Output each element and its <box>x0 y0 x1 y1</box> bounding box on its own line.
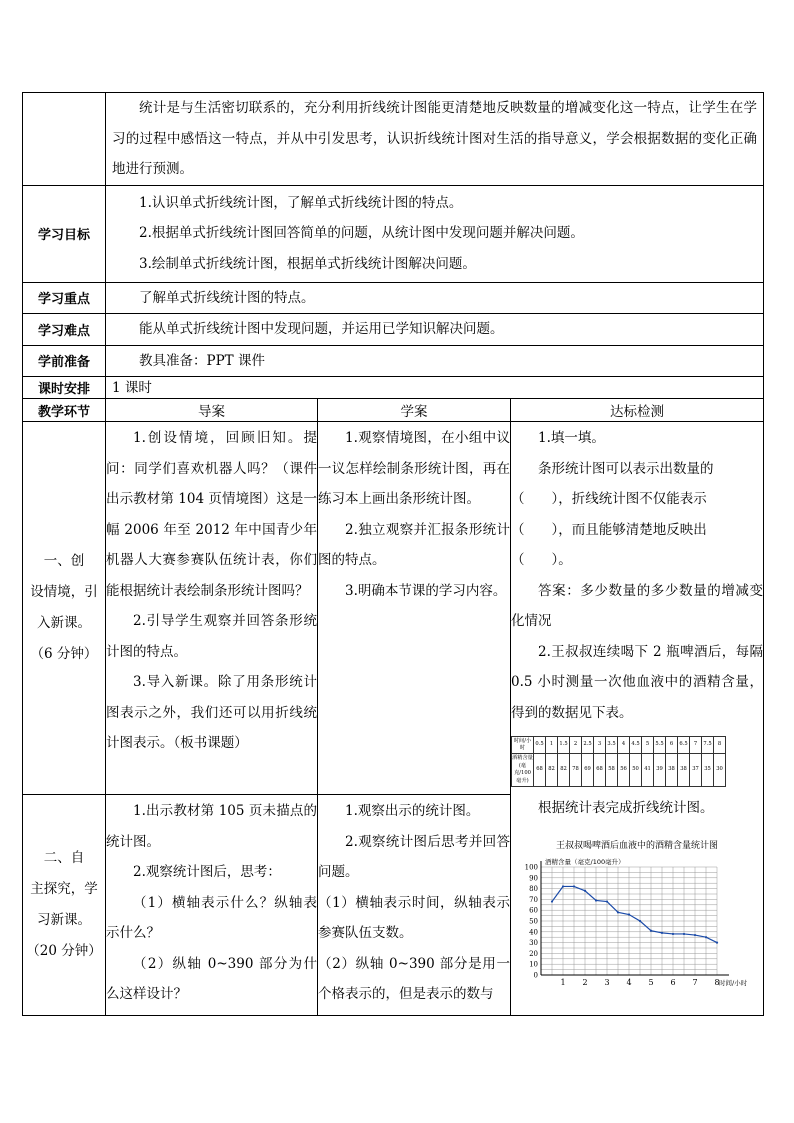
focus-label: 学习重点 <box>23 282 106 314</box>
table-cell-alcohol: 78 <box>570 754 582 787</box>
alcohol-line-chart <box>511 855 747 993</box>
step2-label <box>23 795 106 1016</box>
table-cell-time: 7.5 <box>702 737 714 754</box>
prep-text: 教具准备：PPT 课件 <box>139 352 265 369</box>
data-point <box>716 941 718 943</box>
x-tick-label: 6 <box>670 977 676 987</box>
table-cell-alcohol: 39 <box>654 754 666 787</box>
table-head-time: 时间/小时 <box>512 737 534 754</box>
table-cell-time: 4.5 <box>630 737 642 754</box>
goal-item: 2.根据单式折线统计图回答简单的问题，从统计图中发现问题并解决问题。 <box>139 225 584 242</box>
step2-label-line: 主探究，学 <box>30 881 98 897</box>
step2-label-line: 二、自 <box>43 850 85 866</box>
check-q1-line: （ ），折线统计图不仅能表示 <box>511 491 707 507</box>
data-point <box>562 885 564 887</box>
x-tick-label: 1 <box>560 977 566 987</box>
table-cell-alcohol: 58 <box>606 754 618 787</box>
table-cell-time: 6.5 <box>678 737 690 754</box>
y-axis-label: 酒精含量（毫克/100毫升） <box>545 857 625 866</box>
check-answer: 答案：多少数量的多少数量的增减变化情况 <box>511 582 764 629</box>
step1-label-line: 一、创 <box>43 553 85 569</box>
data-point <box>595 899 597 901</box>
check-q1-line: （ ）。 <box>511 552 572 568</box>
x-tick-label: 3 <box>604 977 610 987</box>
check-q2: 2.王叔叔连续喝下 2 瓶啤酒后，每隔 0.5 小时测量一次他血液中的酒精含量，得到的数据见下表。 <box>511 643 764 721</box>
intro-text: 统计是与生活密切联系的，充分利用折线统计图能更清楚地反映数量的增减变化这一特点，让学生在学习的过程中感悟这一特点，并从中引发思考，认识折线统计图对生活的指导意义，学会根据数据的变化正确地进行预测。 <box>112 100 758 177</box>
step2-study <box>318 795 511 1016</box>
y-tick-label: 100 <box>524 863 538 871</box>
data-point <box>672 932 674 934</box>
header-step: 教学环节 <box>23 399 106 422</box>
data-point <box>639 919 641 921</box>
intro-label-cell <box>23 93 106 186</box>
step2-label-line: 习新课。 <box>37 912 91 928</box>
table-cell-time: 4 <box>618 737 630 754</box>
table-cell-time: 2.5 <box>582 737 594 754</box>
study-paragraph: （2）纵轴 0~390 部分是用一个格表示的，但是表示的数与 <box>318 955 510 1002</box>
table-cell-time: 8 <box>714 737 726 754</box>
schedule-label: 课时安排 <box>23 377 106 399</box>
step1-label-line: （6 分钟） <box>30 646 98 662</box>
data-point <box>584 889 586 891</box>
y-tick-label: 40 <box>529 927 538 936</box>
table-cell-time: 1.5 <box>558 737 570 754</box>
x-tick-label: 7 <box>692 977 698 987</box>
study-paragraph: 2.独立观察并汇报条形统计图的特点。 <box>318 521 510 568</box>
check-after-table: 根据统计表完成折线统计图。 <box>538 800 714 816</box>
guide-paragraph: 3.导入新课。除了用条形统计图表示之外，我们还可以用折线统计图表示。（板书课题） <box>106 674 317 751</box>
table-cell-alcohol: 30 <box>714 754 726 787</box>
table-cell-alcohol: 38 <box>666 754 678 787</box>
data-point <box>683 932 685 934</box>
data-point <box>628 913 630 915</box>
check-q1: 1.填一填。 <box>538 430 605 446</box>
guide-paragraph: 1.出示教材第 105 页未描点的统计图。 <box>106 803 317 850</box>
header-check: 达标检测 <box>511 399 764 422</box>
y-tick-label: 20 <box>529 949 538 958</box>
y-tick-label: 70 <box>529 895 538 904</box>
difficulty-text: 能从单式折线统计图中发现问题，并运用已学知识解决问题。 <box>139 321 504 337</box>
table-cell-alcohol: 68 <box>534 754 546 787</box>
data-point <box>573 885 575 887</box>
data-point <box>650 929 652 931</box>
table-cell-time: 3.5 <box>606 737 618 754</box>
alcohol-data-table <box>511 736 726 787</box>
check-cell <box>511 422 764 1016</box>
step1-label-line: 设情境，引 <box>30 584 98 600</box>
table-cell-time: 7 <box>690 737 702 754</box>
table-cell-alcohol: 68 <box>594 754 606 787</box>
y-tick-label: 30 <box>529 938 538 947</box>
goals-label: 学习目标 <box>23 185 106 282</box>
y-tick-label: 0 <box>533 971 538 979</box>
y-tick-label: 60 <box>529 906 538 915</box>
y-tick-label: 50 <box>529 917 538 925</box>
x-tick-label: 8 <box>714 977 720 987</box>
step1-label <box>23 422 106 795</box>
table-cell-alcohol: 69 <box>582 754 594 787</box>
table-cell-alcohol: 82 <box>546 754 558 787</box>
study-paragraph: 2.观察统计图后思考并回答问题。 <box>318 833 510 880</box>
check-q1-line: 条形统计图可以表示出数量的 <box>538 460 714 477</box>
difficulty-label: 学习难点 <box>23 314 106 346</box>
x-axis-label: 时间/小时 <box>719 978 747 987</box>
table-cell-time: 5 <box>642 737 654 754</box>
header-study: 学案 <box>318 399 511 422</box>
table-cell-alcohol: 37 <box>690 754 702 787</box>
data-point <box>606 900 608 902</box>
study-paragraph: 3.明确本节课的学习内容。 <box>345 582 507 599</box>
table-head-alcohol: 酒精含量(毫克/100毫升) <box>512 754 534 787</box>
study-paragraph: 1.观察出示的统计图。 <box>345 803 480 819</box>
focus-text: 了解单式折线统计图的特点。 <box>139 289 315 306</box>
x-tick-label: 4 <box>626 977 632 987</box>
step2-label-line: （20 分钟） <box>26 943 102 959</box>
step1-label-line: 入新课。 <box>37 615 91 631</box>
table-cell-time: 6 <box>666 737 678 754</box>
alcohol-series-line <box>552 886 717 942</box>
table-cell-time: 5.5 <box>654 737 666 754</box>
lesson-plan-table <box>22 92 764 1016</box>
data-point <box>705 936 707 938</box>
guide-paragraph: 1.创设情境，回顾旧知。提问：同学们喜欢机器人吗？（课件出示教材第 104 页情境图）这是一幅 2006 年至 2012 年中国青少年机器人大赛参赛队伍统计表，你们能根据统计表绘制条形统计图吗？ <box>106 430 317 599</box>
study-paragraph: 1.观察情境图，在小组中议一议怎样绘制条形统计图，再在练习本上画出条形统计图。 <box>318 430 510 507</box>
table-cell-time: 2 <box>570 737 582 754</box>
table-cell-time: 3 <box>594 737 606 754</box>
guide-paragraph: （2）纵轴 0~390 部分为什么这样设计？ <box>106 955 317 1002</box>
data-point <box>661 931 663 933</box>
data-point <box>694 933 696 935</box>
table-cell-time: 0.5 <box>534 737 546 754</box>
chart-title: 王叔叔喝啤酒后血液中的酒精含量统计图 <box>556 840 719 851</box>
goals-list <box>106 185 764 282</box>
table-cell-alcohol: 56 <box>618 754 630 787</box>
guide-paragraph: 2.观察统计图后，思考： <box>133 864 281 880</box>
schedule-text: 1 课时 <box>106 377 764 399</box>
table-cell-alcohol: 82 <box>558 754 570 787</box>
guide-paragraph: （1）横轴表示什么？纵轴表示什么？ <box>106 894 317 941</box>
y-tick-label: 10 <box>529 960 538 969</box>
table-cell-time: 1 <box>546 737 558 754</box>
data-point <box>551 900 553 902</box>
y-tick-label: 80 <box>529 884 538 893</box>
x-tick-label: 2 <box>582 977 588 987</box>
data-point <box>617 911 619 913</box>
guide-paragraph: 2.引导学生观察并回答条形统计图的特点。 <box>106 613 317 660</box>
check-q1-line: （ ），而且能够清楚地反映出 <box>511 521 707 538</box>
step2-guide <box>106 795 318 1016</box>
table-cell-alcohol: 38 <box>678 754 690 787</box>
y-tick-label: 90 <box>529 873 538 882</box>
table-cell-alcohol: 41 <box>642 754 654 787</box>
step1-study <box>318 422 511 795</box>
goal-item: 3.绘制单式折线统计图，根据单式折线统计图解决问题。 <box>139 255 476 272</box>
header-guide: 导案 <box>106 399 318 422</box>
step1-guide <box>106 422 318 795</box>
goal-item: 1.认识单式折线统计图，了解单式折线统计图的特点。 <box>139 194 463 211</box>
study-paragraph: （1）横轴表示时间，纵轴表示参赛队伍支数。 <box>318 894 510 941</box>
x-tick-label: 5 <box>648 977 654 987</box>
table-cell-alcohol: 35 <box>702 754 714 787</box>
table-cell-alcohol: 50 <box>630 754 642 787</box>
prep-label: 学前准备 <box>23 345 106 377</box>
